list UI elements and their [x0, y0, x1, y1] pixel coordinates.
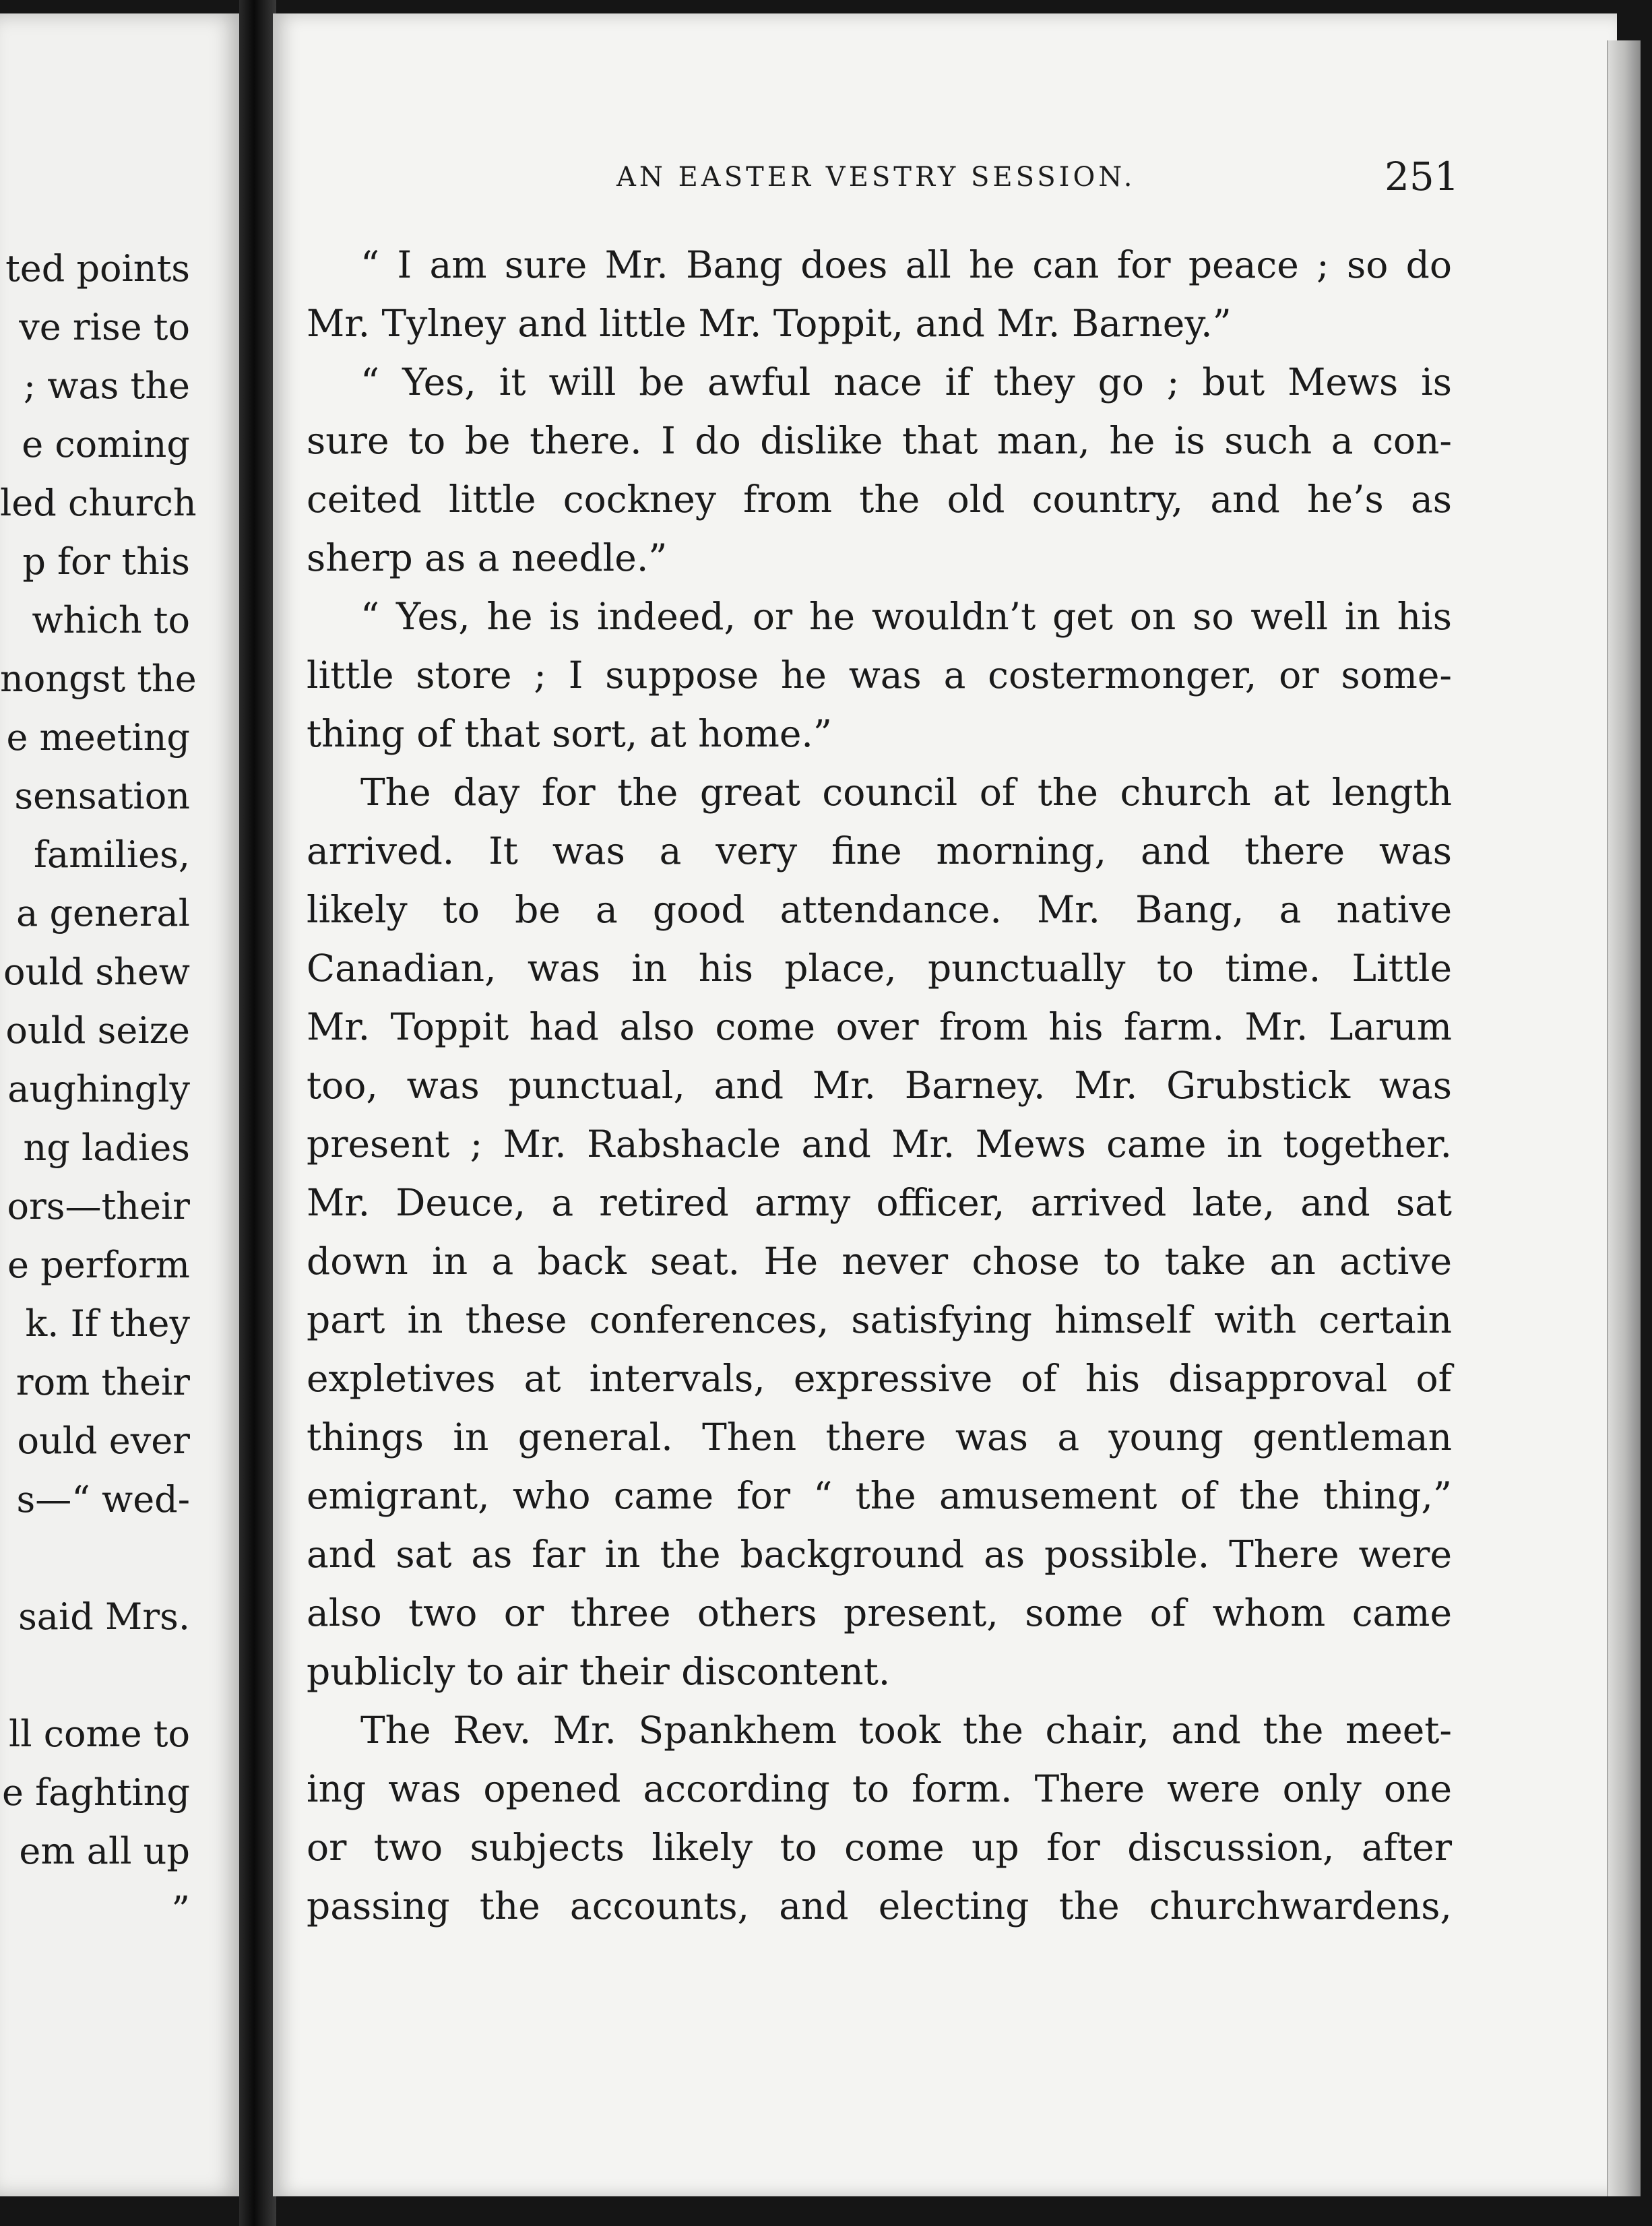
previous-page-line: ould seize — [5, 1009, 190, 1052]
previous-page-line: e coming — [22, 423, 190, 466]
text-line: things in general. Then there was a young gentleman — [307, 1416, 1452, 1459]
previous-page-line: ” — [171, 1888, 190, 1931]
text-line: publicly to air their discontent. — [307, 1650, 891, 1693]
text-line: likely to be a good attendance. Mr. Bang, a native — [307, 888, 1452, 931]
previous-page-line — [0, 1529, 190, 1587]
previous-page-line: families, — [33, 833, 190, 876]
running-head: AN EASTER VESTRY SESSION. — [616, 162, 1136, 193]
previous-page-line: s—“ wed- — [16, 1478, 190, 1521]
text-line: sure to be there. I do dislike that man, he is such a con- — [307, 419, 1452, 462]
previous-page-line: ve rise to — [19, 306, 190, 348]
previous-page-line: ng ladies — [23, 1126, 190, 1169]
page-number: 251 — [1385, 154, 1459, 199]
previous-page-line — [0, 1646, 190, 1705]
text-line: little store ; I suppose he was a costermonger, or some- — [307, 654, 1452, 697]
text-line: The Rev. Mr. Spankhem took the chair, and the meet- — [360, 1709, 1452, 1752]
previous-page-line: which to — [32, 599, 190, 641]
previous-page-line: a general — [16, 892, 190, 934]
text-line: The day for the great council of the church at length — [360, 771, 1452, 814]
text-line: Mr. Toppit had also come over from his farm. Mr. Larum — [307, 1005, 1452, 1048]
previous-page-line: ould ever — [17, 1420, 190, 1462]
previous-page-line: rom their — [15, 1361, 190, 1403]
text-line: also two or three others present, some of whom came — [307, 1591, 1452, 1634]
book-gutter — [239, 0, 276, 2226]
page-body-text — [307, 236, 1452, 1936]
text-line: or two subjects likely to come up for discussion, after — [307, 1826, 1452, 1869]
text-line: part in these conferences, satisfying himself with certain — [307, 1298, 1452, 1341]
text-line: emigrant, who came for “ the amusement of the thing,” — [307, 1474, 1452, 1517]
previous-page-line: sensation — [14, 775, 190, 817]
previous-page-line: ll come to — [9, 1713, 190, 1755]
text-line: too, was punctual, and Mr. Barney. Mr. Grubstick was — [307, 1064, 1452, 1107]
text-line: “ Yes, he is indeed, or he wouldn’t get on so well in his — [360, 595, 1452, 638]
previous-page-line: e perform — [7, 1244, 190, 1286]
text-line: “ I am sure Mr. Bang does all he can for peace ; so do — [360, 243, 1452, 286]
text-line: ing was opened according to form. There were only one — [307, 1767, 1452, 1810]
page-edge-stack — [1607, 40, 1641, 2196]
text-line: thing of that sort, at home.” — [307, 712, 832, 755]
previous-page-line: ted points — [5, 247, 190, 290]
text-line: present ; Mr. Rabshacle and Mr. Mews came in together. — [307, 1122, 1452, 1166]
text-line: sherp as a needle.” — [307, 536, 668, 579]
previous-page-line: aughingly — [7, 1068, 190, 1110]
previous-page-line: nongst the — [0, 658, 197, 700]
text-line: “ Yes, it will be awful nace if they go ; but Mews is — [360, 360, 1452, 404]
previous-page-line: ; was the — [23, 364, 190, 407]
previous-page-line: led church — [0, 482, 197, 524]
previous-page-line: e faghting — [2, 1771, 190, 1814]
text-line: ceited little cockney from the old country, and he’s as — [307, 478, 1452, 521]
text-line: Mr. Deuce, a retired army officer, arrived late, and sat — [307, 1181, 1452, 1224]
previous-page-line: ould shew — [3, 951, 190, 993]
previous-page-line: e meeting — [6, 716, 190, 759]
text-line: Mr. Tylney and little Mr. Toppit, and Mr. Barney.” — [307, 302, 1232, 345]
text-line: arrived. It was a very fine morning, and there was — [307, 829, 1452, 872]
previous-page-text — [0, 239, 197, 1939]
previous-page-line: em all up — [19, 1830, 190, 1872]
text-line: Canadian, was in his place, punctually to time. Little — [307, 947, 1452, 990]
text-line: down in a back seat. He never chose to take an active — [307, 1240, 1452, 1283]
text-line: passing the accounts, and electing the churchwardens, — [307, 1884, 1452, 1928]
text-line: and sat as far in the background as possible. There were — [307, 1533, 1452, 1576]
previous-page-line: said Mrs. — [18, 1595, 190, 1638]
text-line: expletives at intervals, expressive of his disapproval of — [307, 1357, 1452, 1400]
previous-page-line: p for this — [22, 540, 190, 583]
previous-page-line: k. If they — [25, 1302, 190, 1345]
previous-page-line: ors—their — [7, 1185, 190, 1228]
